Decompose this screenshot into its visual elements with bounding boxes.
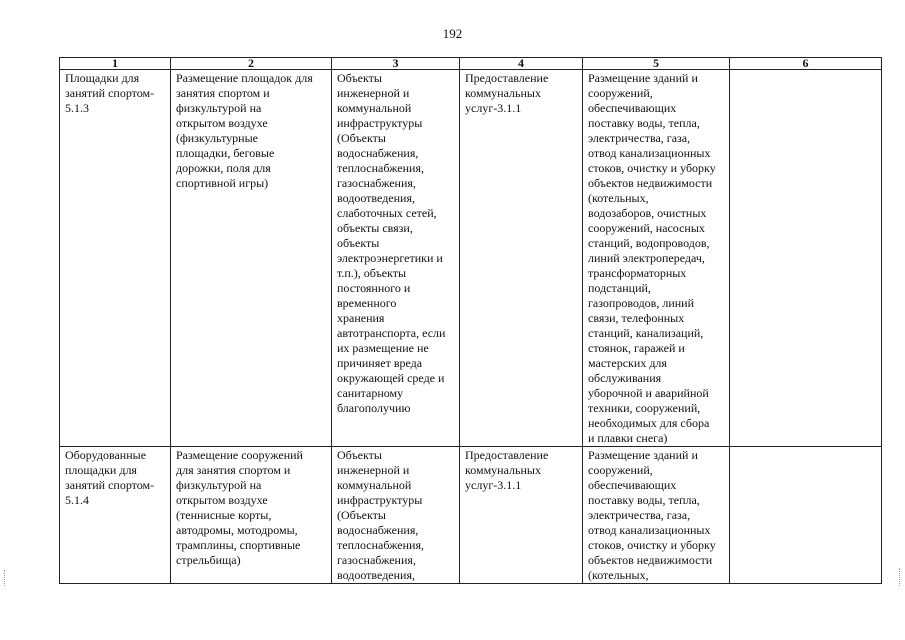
cell-text: Объекты инженерной и коммунальной инфраструктуры (Объекты водоснабжения, теплоснабжения, газоснабжения, водоотведения,	[337, 448, 424, 582]
column-header: 2	[171, 58, 332, 70]
column-header: 6	[730, 58, 882, 70]
table-cell-use-description	[171, 70, 332, 447]
cell-text: Предоставление коммунальных услуг-3.1.1	[465, 448, 549, 492]
scan-edge-mark-right	[899, 568, 901, 586]
column-header: 3	[332, 58, 460, 70]
table-row	[60, 447, 882, 584]
table-row	[60, 70, 882, 447]
column-header: 1	[60, 58, 171, 70]
cell-text: Оборудованные площадки для занятий спортом- 5.1.4	[65, 448, 155, 507]
scan-edge-mark-left	[4, 570, 6, 586]
table-cell-notes	[730, 70, 882, 447]
cell-text: Площадки для занятий спортом- 5.1.3	[65, 71, 155, 115]
table-cell-auxiliary-objects	[332, 70, 460, 447]
table-cell-auxiliary-description	[583, 70, 730, 447]
table-cell-auxiliary-use	[460, 447, 583, 584]
table-cell-use-description	[171, 447, 332, 584]
table-header-row	[60, 58, 882, 70]
cell-text: Размещение зданий и сооружений, обеспечивающих поставку воды, тепла, электричества, газа, отвод канализационных стоков, очистку и уборку объектов недвижимости (котельных, водозаборов, очистных сооружений, насосных станций, водопроводов, линий электропередач, трансформаторных подстанций, газопроводов, линий связи, телефонных станций, канализаций, стоянок, гаражей и мастерских для обслуживания уборочной и аварийной техники, сооружений, необходимых для сбора и плавки снега)	[588, 71, 716, 445]
table-cell-auxiliary-use	[460, 70, 583, 447]
column-header: 4	[460, 58, 583, 70]
table-cell-auxiliary-objects	[332, 447, 460, 584]
cell-text: Объекты инженерной и коммунальной инфраструктуры (Объекты водоснабжения, теплоснабжения, газоснабжения, водоотведения, слаботочных сетей, объекты связи, объекты электроэнергетики и т.п.), объекты постоянного и временного хранения автотранспорта, если их размещение не причиняет вреда окружающей среде и санитарному благополучию	[337, 71, 446, 415]
cell-text: Размещение зданий и сооружений, обеспечивающих поставку воды, тепла, электричества, газа, отвод канализационных стоков, очистку и уборку объектов недвижимости (котельных,	[588, 448, 716, 582]
page-number: 192	[442, 26, 463, 41]
table-cell-use-name	[60, 70, 171, 447]
table-cell-notes	[730, 447, 882, 584]
land-use-table	[59, 57, 882, 584]
column-header: 5	[583, 58, 730, 70]
cell-text: Размещение площадок для занятия спортом и физкультурой на открытом воздухе (физкультурные площадки, беговые дорожки, поля для спортивной игры)	[176, 71, 313, 190]
cell-text: Предоставление коммунальных услуг-3.1.1	[465, 71, 549, 115]
table-cell-auxiliary-description	[583, 447, 730, 584]
cell-text: Размещение сооружений для занятия спортом и физкультурой на открытом воздухе (теннисные корты, автодромы, мотодромы, трамплины, спортивные стрельбища)	[176, 448, 303, 567]
table-cell-use-name	[60, 447, 171, 584]
